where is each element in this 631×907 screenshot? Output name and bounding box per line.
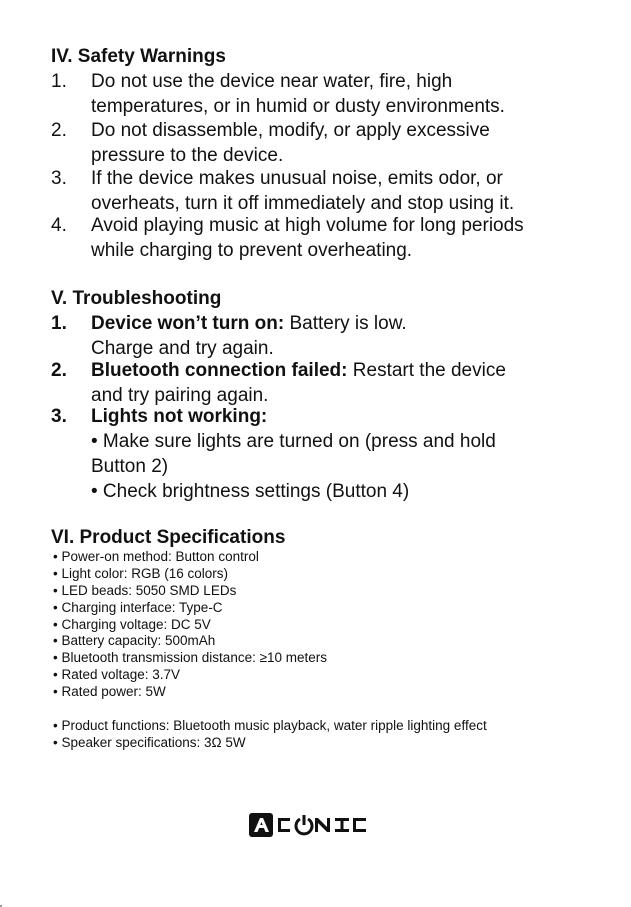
item-line: Button 2) — [91, 456, 169, 477]
item-line: Do not use the device near water, fire, high — [91, 71, 453, 92]
item-number: 2. — [51, 120, 67, 141]
issue-description: Battery is low. — [284, 313, 407, 334]
item-number: 1. — [51, 71, 67, 92]
spec-item: • Product functions: Bluetooth music playback, water ripple lighting effect — [53, 718, 487, 734]
spec-item: • Light color: RGB (16 colors) — [53, 565, 229, 581]
spec-item: • Battery capacity: 500mAh — [53, 633, 216, 649]
spec-spacer — [53, 701, 613, 718]
item-line: pressure to the device. — [91, 145, 284, 166]
item-number: 3. — [51, 168, 67, 189]
issue-term: Bluetooth connection failed: — [91, 360, 348, 381]
item-line — [91, 358, 611, 383]
spec-list — [53, 549, 613, 752]
item-line: overheats, turn it off immediately and stop using it. — [91, 193, 515, 214]
item-number: 1. — [51, 313, 67, 334]
item-line — [91, 404, 611, 429]
issue-term: Lights not working: — [91, 406, 268, 427]
safety-item — [51, 69, 611, 119]
item-line — [91, 311, 611, 336]
troubleshooting-item — [51, 311, 611, 361]
item-line: • Make sure lights are turned on (press and hold — [91, 431, 496, 452]
troubleshooting-heading: V. Troubleshooting — [51, 288, 222, 309]
issue-description: Restart the device — [347, 360, 506, 381]
spec-item: • LED beads: 5050 SMD LEDs — [53, 582, 237, 598]
safety-item — [51, 118, 611, 168]
safety-warnings-heading: IV. Safety Warnings — [51, 46, 226, 67]
item-number: 2. — [51, 360, 67, 381]
item-number: 3. — [51, 406, 67, 427]
brand-logo-icon — [248, 812, 382, 838]
spec-item: • Power-on method: Button control — [53, 549, 259, 564]
specifications-heading: VI. Product Specifications — [51, 527, 286, 548]
issue-term: Device won’t turn on: — [91, 313, 285, 334]
spec-item: • Rated power: 5W — [53, 684, 166, 700]
spec-item: • Rated voltage: 3.7V — [53, 667, 181, 683]
troubleshooting-item — [51, 358, 611, 408]
spec-item: • Bluetooth transmission distance: ≥10 meters — [53, 650, 328, 666]
item-line: Avoid playing music at high volume for long periods — [91, 215, 524, 236]
spec-item: • Charging voltage: DC 5V — [53, 616, 211, 632]
item-line: If the device makes unusual noise, emits odor, or — [91, 168, 503, 189]
item-line: Charge and try again. — [91, 338, 274, 359]
item-number: 4. — [51, 215, 67, 236]
item-line: Do not disassemble, modify, or apply excessive — [91, 120, 490, 141]
item-line: and try pairing again. — [91, 385, 269, 406]
item-line: temperatures, or in humid or dusty environments. — [91, 96, 505, 117]
spec-item: • Charging interface: Type-C — [53, 599, 223, 615]
item-line: while charging to prevent overheating. — [91, 240, 413, 261]
spec-item: • Speaker specifications: 3Ω 5W — [53, 734, 246, 750]
item-line: • Check brightness settings (Button 4) — [91, 481, 410, 502]
safety-item — [51, 213, 611, 263]
troubleshooting-item — [51, 404, 611, 504]
safety-item — [51, 166, 611, 216]
